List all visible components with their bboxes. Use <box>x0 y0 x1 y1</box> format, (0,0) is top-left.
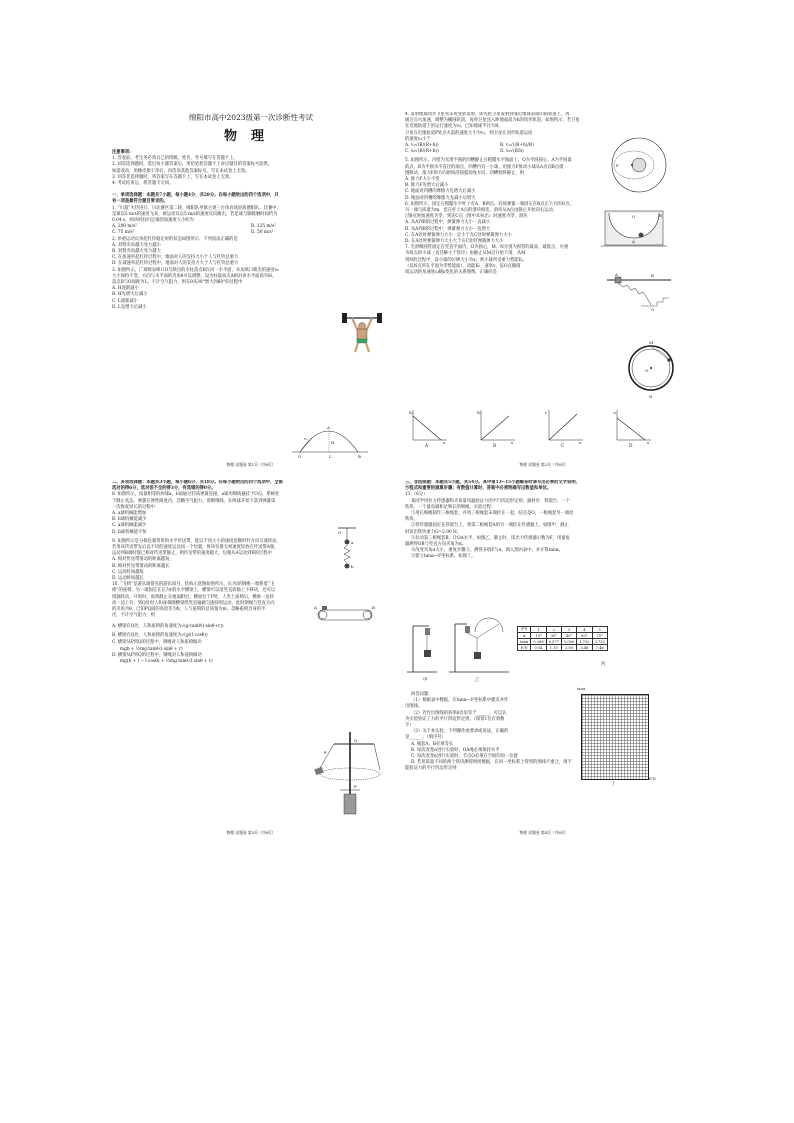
question-4-text: 的速度v₂小于 <box>405 136 431 142</box>
point-p-label: P <box>354 784 357 789</box>
tan-f-grid-graph <box>581 694 649 780</box>
table-cell: 75° <box>592 633 607 639</box>
table-cell: 45° <box>561 633 576 639</box>
point-b-label: B <box>651 273 654 278</box>
point-q-label: Q <box>354 738 358 743</box>
page-footer: 物理 试题卷 第3页（共6页） <box>226 830 276 835</box>
table-cell: 0.268 <box>531 639 546 645</box>
graph-label-d: D <box>629 444 633 449</box>
option-b: B. 从A到B的过程中，弹簧弹力大小一直增大 <box>405 226 491 232</box>
question-4-options <box>405 149 595 155</box>
option-c: C. 在加速举起杠铃过程中，地面对人的支持力小于人与杠铃总重力 <box>112 255 239 261</box>
section-heading: 二、多项选择题：本题共3小题，每小题6分，共18分。在每小题给出的四个选项中，全部 <box>112 480 283 485</box>
question-11-text: ④改变夹角α大小，重复步骤③，测得多组F与α，填入图丙表中，并计算tanα。 <box>411 548 563 554</box>
question-11-text: 器测得OB与竖直方向夹角为α。 <box>405 542 467 548</box>
question-3-text: 3. 如图所示，广场喷泉喷口O与喷出的水柱落点B在同一水平面，水从喷口喷出的速度v₀ <box>112 267 279 273</box>
orbit-figure <box>610 136 668 194</box>
option-c: C. 运动时间越短 <box>112 569 144 575</box>
graph-c <box>545 408 585 444</box>
option-d: D. 横梁从P到Q的过程中，钢绳对人和座椅做功 <box>112 652 202 658</box>
height-h-label: H <box>331 440 335 445</box>
question-7-text: 7. 光滑细圆管固定在竖直平面内，O为圆心，M、N分别为圆管的最高、最低点，可视 <box>405 245 569 251</box>
point-o-label: O <box>651 307 655 312</box>
option-a: A. H逐渐减小 <box>112 286 139 292</box>
question-7-text: 到N的过程中，设小球的位移大小为x，则小球所受重力势能Eₚ <box>405 257 524 263</box>
table-header-cell: 5 <box>592 627 607 633</box>
option-a: A. a球机械能增加 <box>112 511 147 517</box>
question-4-text: 通过点火加速，调整为椭圆轨道，再将卫星送入距地面高为h的同步轨道。如图所示，若卫星 <box>405 118 580 124</box>
weightlifter-figure <box>340 310 384 354</box>
point-o-label: O <box>298 454 302 459</box>
graph-label-c: C <box>561 444 565 449</box>
page-4 <box>405 480 683 838</box>
option-b: B. 125 m/s² <box>251 224 276 230</box>
flying-chair-figure <box>310 730 384 816</box>
notes-list <box>112 156 390 187</box>
option-a: A. 双臂夹角越大受力越小 <box>112 242 161 248</box>
graph-x-axis-label: F/N <box>649 777 656 781</box>
question-11-text: ③拉动第三根绳套B，让OA水平，如图乙，静止时，读出力传感器示数为F，用量角 <box>411 535 570 541</box>
section-heading: 三、非选择题：本题共5小题，共54分。其中第13~15小题解答时请写出必要的文字说明、 <box>405 480 580 485</box>
option-d: D. 地面对凹槽的摩擦力先减小后增大 <box>405 195 476 201</box>
section-heading: 方程式和重要的演算步骤；有数值计算时，答案中必须明确写出数值和单位。 <box>405 486 552 492</box>
question-4-text: 卫星在近地轨道P处点火前的速度大小为v₁，则卫星在同步轨道运动 <box>405 130 533 136</box>
figure-label-yi: 乙 <box>475 678 480 683</box>
option-a: A. 推力F大小不变 <box>405 177 440 183</box>
answer-line: 是______。（填序号） <box>405 735 446 741</box>
option-b: B. 横梁在Q处，人和座椅的角速度为√(g/(l·cosθ)) <box>112 633 208 639</box>
table-cell: F/N <box>518 645 531 651</box>
question-6-text: 6. 如图所示，固定在粗糙水平杆上有A、B两点，轻质弹簧一端固定在B点正下方的O点， <box>405 201 574 207</box>
page-footer: 物理 试题卷 第2页（共6页） <box>519 462 569 467</box>
point-b-label: B <box>659 213 662 218</box>
option-a: A. 横梁在Q处，人和座椅的角速度为√(g·tanθ/(l·sinθ+r)) <box>112 624 224 630</box>
graph-y-axis-label: tanα <box>577 687 586 691</box>
table-header-cell: 4 <box>577 627 592 633</box>
spring-rod-figure <box>601 272 677 312</box>
option-c: C. v₀√(R/(R+h)) <box>405 149 439 155</box>
answer-option: 能验证力的平行四边形定则 <box>405 766 457 772</box>
option-a: A. 相对传送带滑动的距离越短 <box>112 557 170 563</box>
question-4-text: 在近地轨道上的运行速度为v₀，已知地球半径为R， <box>405 124 503 130</box>
option-c: C. 在A处时弹簧弹力大小一定小于在C处时弹簧弹力大小 <box>405 232 512 238</box>
question-11-title: 11.（6分） <box>405 492 428 498</box>
option-d: D. 在A处时弹簧弹力大小大于在C处时弹簧弹力大小 <box>405 239 504 245</box>
page-footer: 物理 试题卷 第4页（共6页） <box>519 830 569 835</box>
graph-label-b: B <box>493 444 497 449</box>
table-cell: 1.15 <box>546 645 561 651</box>
question-11-text: 某同学用拉力传感器和夹角量角器验证力的平行四边形定则，器材有：铁架台、一个 <box>411 498 570 504</box>
option-b: B. v₁√((R+h)/R) <box>500 143 534 149</box>
option-d: D. 50 m/s² <box>251 230 274 236</box>
table-header-cell: 2 <box>546 627 561 633</box>
table-cell: α <box>518 633 531 639</box>
answer-line: （3）关于本实验，下列操作或要求或说法，正确的 <box>411 729 509 735</box>
question-7-text: （以N点所在平面为零势能面）、动能Eₖ、速率v、弦O点做圆 <box>405 263 521 269</box>
page-2 <box>405 112 683 470</box>
exam-title: 绵阳市高中2023级第一次诊断性考试 <box>188 113 314 122</box>
option-a: A. 200 m/s² <box>112 224 137 230</box>
question-11-text: ⑤建立tanα—F坐标系，如图丁。 <box>411 554 476 560</box>
answer-option: C. 每次改变α进行实验时，节点O必须在空间的同一位置 <box>411 754 518 760</box>
page-1 <box>112 112 390 470</box>
page-footer: 物理 试题卷 第1页（共6页） <box>226 462 276 467</box>
option-c: C. 地面对凹槽的摩擦力先增大后减小 <box>405 189 476 195</box>
table-cell: 2.00 <box>561 645 576 651</box>
apparatus-a-figure <box>407 622 437 676</box>
axis-label-x: x <box>511 441 513 444</box>
subject-title: 物理 <box>223 129 278 144</box>
axis-label-v: v <box>545 411 547 415</box>
question-9-text: 若用该传送带先后以不同的速度运送同一个包裹，将该包裹无初速度轻放在传送带A端， <box>112 545 279 551</box>
question-8-text: 一次恢复原长的过程中 <box>112 504 155 510</box>
question-10-text: 椅”的座椅，另一端固定在长为r的水平横梁上，横梁可以沿竖直转轴上下移动，还可以 <box>112 588 276 594</box>
question-1-options <box>112 230 390 236</box>
section-heading: 一、单项选择题：本题共7小题，每小题4分，共28分。在每小题给出的四个选项中，只 <box>112 193 279 199</box>
option-a: A. v₁√(R/(R+h)) <box>405 143 439 149</box>
question-11-text: ②将传感器固定在铁架台上，将第二根绳套A的另一端挂在传感器上，如图甲，静止 <box>411 523 569 529</box>
table-cell: tanα <box>518 639 531 645</box>
question-1-text: 1. “川超”火热进行，川北赛区第二轮，绵阳队坐镇主场三台体育场迎战德阳队。比赛中， <box>112 205 281 211</box>
option-b: B. b球机械能减少 <box>112 517 147 523</box>
circular-tube-figure <box>625 340 677 400</box>
answer-line: 字） <box>405 723 414 729</box>
answer-block <box>405 692 575 773</box>
answer-option: D. 若用质量不同的两个铁块测得两组数据，在同一坐标系上得到的图线不重合，则不 <box>411 760 572 766</box>
point-n-label: N <box>649 394 653 399</box>
option-c: C. a球机械能减少 <box>112 523 147 529</box>
option-c: C. 横梁从P到Q的过程中，钢绳对人和座椅做功 <box>112 640 202 646</box>
answer-line: （1）根据表中数据，在tanα—F坐标系中描点并作 <box>411 698 509 704</box>
groove-figure <box>601 209 667 249</box>
question-2-text: 2. 举重运动员举起杠铃稳定时的状态如图所示，下列说法正确的是 <box>112 236 238 242</box>
option-c: C. L逐渐减小 <box>112 298 138 304</box>
table-cell: 1.732 <box>577 639 592 645</box>
question-4-text: 4. 发射地球同步卫星常采用变轨发射，即先把卫星发射到靠近地球表面的圆轨道上，再 <box>405 112 570 117</box>
option-d: D. 运动时间越长 <box>112 576 144 582</box>
answer-option: B. 每次改变α进行实验时，OA绳必须保持水平 <box>411 747 500 753</box>
option-d: D. L先增大后减小 <box>112 304 147 310</box>
angle-theta-label: θ <box>324 750 327 755</box>
point-o-label: O <box>632 214 636 219</box>
table-cell: 3.46 <box>577 645 592 651</box>
question-9-text: 9. 如图所示是分拣包裹常用的水平传送带，能以不同大小的速度沿顺时针方向匀速转动， <box>112 538 281 544</box>
point-m-label: M <box>649 340 654 345</box>
velocity-v0-label: v₀ <box>304 437 308 441</box>
note-line: 3. 回答非选择题时，将答案写在答题卡上，写在本试卷上无效。 <box>112 174 234 180</box>
point-b-label: B <box>372 605 375 610</box>
table-cell: 1.000 <box>561 639 576 645</box>
table-cell: 30° <box>546 633 561 639</box>
question-7-text: 周运动的角速度ω随x变化的关系图像，正确的是 <box>405 270 497 276</box>
option-b: B. 推力F先增大后减小 <box>405 183 449 189</box>
table-row <box>518 645 608 651</box>
option-b: B. 相对传送带滑动的距离越长 <box>112 563 170 569</box>
table-header-cell: 3 <box>561 627 576 633</box>
question-8-text: 8. 如图所示，质量相等的两球a、b间通过轻质弹簧连接，a球用细线悬挂于O点，系统处 <box>112 492 280 498</box>
question-3-text: 落点B与O间距为L，不计空气阻力，则在θ从30°增大到60°的过程中 <box>112 280 243 286</box>
question-6-text: 另一端与质量为m、套在杆上A点的滑块相连，滑块从A点由静止开始向右运动， <box>405 208 558 214</box>
question-1-text: 足球以5 m/s的速度飞来，被运动员以5 m/s的速度反向踢出，若足球与脚接触时间约为 <box>112 211 278 217</box>
option-b: B. 双臂夹角越大受力越大 <box>112 249 161 255</box>
question-10-text: 的夹角为θ，已知PQ间的高度差为h，人与座椅的总质量为m，忽略座椅自身的半 <box>112 607 266 613</box>
conveyor-belt-figure <box>312 604 378 624</box>
point-o-label: O <box>338 530 342 535</box>
answer-option: A. 绳套A、B必须等长 <box>411 741 454 747</box>
answer-line: 出图线。 <box>405 704 423 710</box>
question-10-text: 绕轴转动。开始时，座椅静止在地面附近，横梁位于P处，人坐上座椅后，横梁一边转 <box>112 594 274 600</box>
question-6-text: 过B点时加速度为零，到达C点（图中未标出）时速度为零，滑块 <box>405 214 528 220</box>
option-b: B. H先增大后减小 <box>112 292 148 298</box>
option-c-formula: mgh + ½mg·tanθ·(l·sinθ + r) <box>120 646 183 652</box>
option-a: A. 从A到B的过程中，弹簧弹力大小一直减小 <box>405 220 491 226</box>
spring-balls-figure <box>336 526 358 576</box>
axis-label-x: x <box>443 441 445 444</box>
table-header-cell: 序号 <box>518 627 531 633</box>
figure-label-jia: 甲 <box>423 678 428 683</box>
question-3-text: 大小保持不变，方向与水平面的夹角θ可以调整，设水柱最高点A相对该水平面高为H， <box>112 273 277 279</box>
data-table <box>517 626 608 651</box>
table-header-cell: 1 <box>531 627 546 633</box>
table-cell: 0.54 <box>531 645 546 651</box>
figure-label-ding: 丁 <box>611 782 616 787</box>
graph-label-a: A <box>425 444 429 449</box>
graph-b <box>477 408 517 444</box>
table-cell: 60° <box>577 633 592 639</box>
option-c: C. 75 m/s² <box>112 230 135 236</box>
option-d-formula: mg(h + l − l·cosθ) + ½mg·tanθ·(l·sinθ + r) <box>120 659 213 665</box>
axis-label-ek: Eₖ <box>477 411 481 415</box>
axis-label-omega: ω <box>613 411 616 415</box>
question-5-text: 低点，B为半圆水平直径的端点，凹槽内有一小球，用推力F推动小球从A点向B点缓 <box>405 164 564 170</box>
answer-graphs <box>409 408 679 452</box>
answer-line: （2）若作出图线的斜率k近似等于______，可以认 <box>411 710 507 716</box>
figure-label-bing: 丙 <box>601 662 606 667</box>
question-5-text: 慢移动，推力F的方向始终沿圆弧切线方向，凹槽始终静止，则 <box>405 170 524 176</box>
answer-title: 回答问题： <box>411 692 433 697</box>
question-10-text: 10. “飞椅”是游乐场常见的游乐项目，结构示意图如图所示，长为l的钢绳一端系着“飞 <box>112 582 275 588</box>
question-10-text: 动一边上升，到Q处时人和座椅随横梁绕竖直轴做匀速圆周运动，此时钢绳与竖直方向 <box>112 600 275 606</box>
note-line: 1. 答卷前，考生务必将自己的班级、姓名、考号填写在答题卡上。 <box>112 156 238 162</box>
point-a-label: A <box>327 425 330 430</box>
option-d: D. 在减速举起杠铃过程中，地面对人的支持力大于人与杠铃总重力 <box>112 261 239 267</box>
question-7-text: 为质点的小球（直径略小于管径）由静止从M点开始下滑，从M <box>405 251 526 257</box>
section-heading: 有一项是最符合题目要求的。 <box>112 199 168 205</box>
question-11-text: 铁块。 <box>405 517 418 523</box>
question-5-text: 5. 如图所示，内壁为光滑半圆的凹槽静止在粗糙水平地面上，O为半圆圆心，A为半圆最 <box>405 158 572 164</box>
page-3 <box>112 480 390 838</box>
table-cell: 3.732 <box>592 639 607 645</box>
question-11-text: ①用长细绳制作三根绳套，并将三根绳套末端拴在一起，结点是O，一根绳套另一端拴 <box>411 511 574 517</box>
answer-line: 为实验验证了力的平行四边形定则；（保留1位有效数 <box>405 716 505 722</box>
axis-label-x: x <box>647 441 649 444</box>
note-line: 4. 考试结束后，将答题卡交回。 <box>112 181 174 187</box>
apparatus-b-figure <box>449 616 509 676</box>
question-1-text: 0.04 s，则该时间内足球的加速度大小约为 <box>112 218 194 224</box>
ball-b-label: b <box>351 564 354 569</box>
question-8-text: 于静止状态。弹簧在弹性限度内，忽略空气阻力。剪断细线，在两球开始下落到弹簧第 <box>112 498 276 504</box>
option-d: D. v₀√(R/h) <box>500 149 524 155</box>
graph-d <box>613 408 653 444</box>
axis-label-ep: Eₚ <box>409 411 413 415</box>
point-p-label: P <box>616 163 619 168</box>
note-line: 如需改动，用橡皮擦干净后，再选涂其他答案标号。写在本试卷上无效。 <box>112 168 250 174</box>
point-a-label: A <box>632 239 635 244</box>
table-cell: 7.46 <box>592 645 607 651</box>
question-9-text: 运动到B端时都已相对传送带静止，则传送带的速度越大，包裹从A运动到B的过程中 <box>112 551 272 557</box>
question-10-text: 径，不计空气阻力，则 <box>112 613 155 619</box>
section-heading: 选对的得6分，选对但不全的得3分，有选错的得0分。 <box>112 486 216 492</box>
ball-a-label: a <box>351 540 354 545</box>
table-cell: 15° <box>531 633 546 639</box>
fountain-parabola-figure <box>290 412 370 460</box>
point-a-label: A <box>314 605 317 610</box>
question-11-text: 时读出铁块重力G=2.00 N。 <box>405 529 462 535</box>
axis-label-x: x <box>579 441 581 444</box>
question-11-text: 铁块、一个量角器和足够长的细绳。实验过程： <box>405 504 496 510</box>
note-line: 2. 回答选择题时，选出每小题答案后，用铅笔把答题卡上对应题目的答案标号涂黑。 <box>112 162 273 168</box>
point-a-label: A <box>615 272 618 277</box>
point-b-label: B <box>358 454 361 459</box>
notes-title: 注意事项: <box>112 150 131 155</box>
option-d: D. b球机械能守恒 <box>112 529 147 535</box>
graph-a <box>409 408 449 444</box>
point-o-label: O <box>645 368 649 373</box>
table-cell: 0.577 <box>546 639 561 645</box>
distance-l-label: L <box>329 454 332 459</box>
